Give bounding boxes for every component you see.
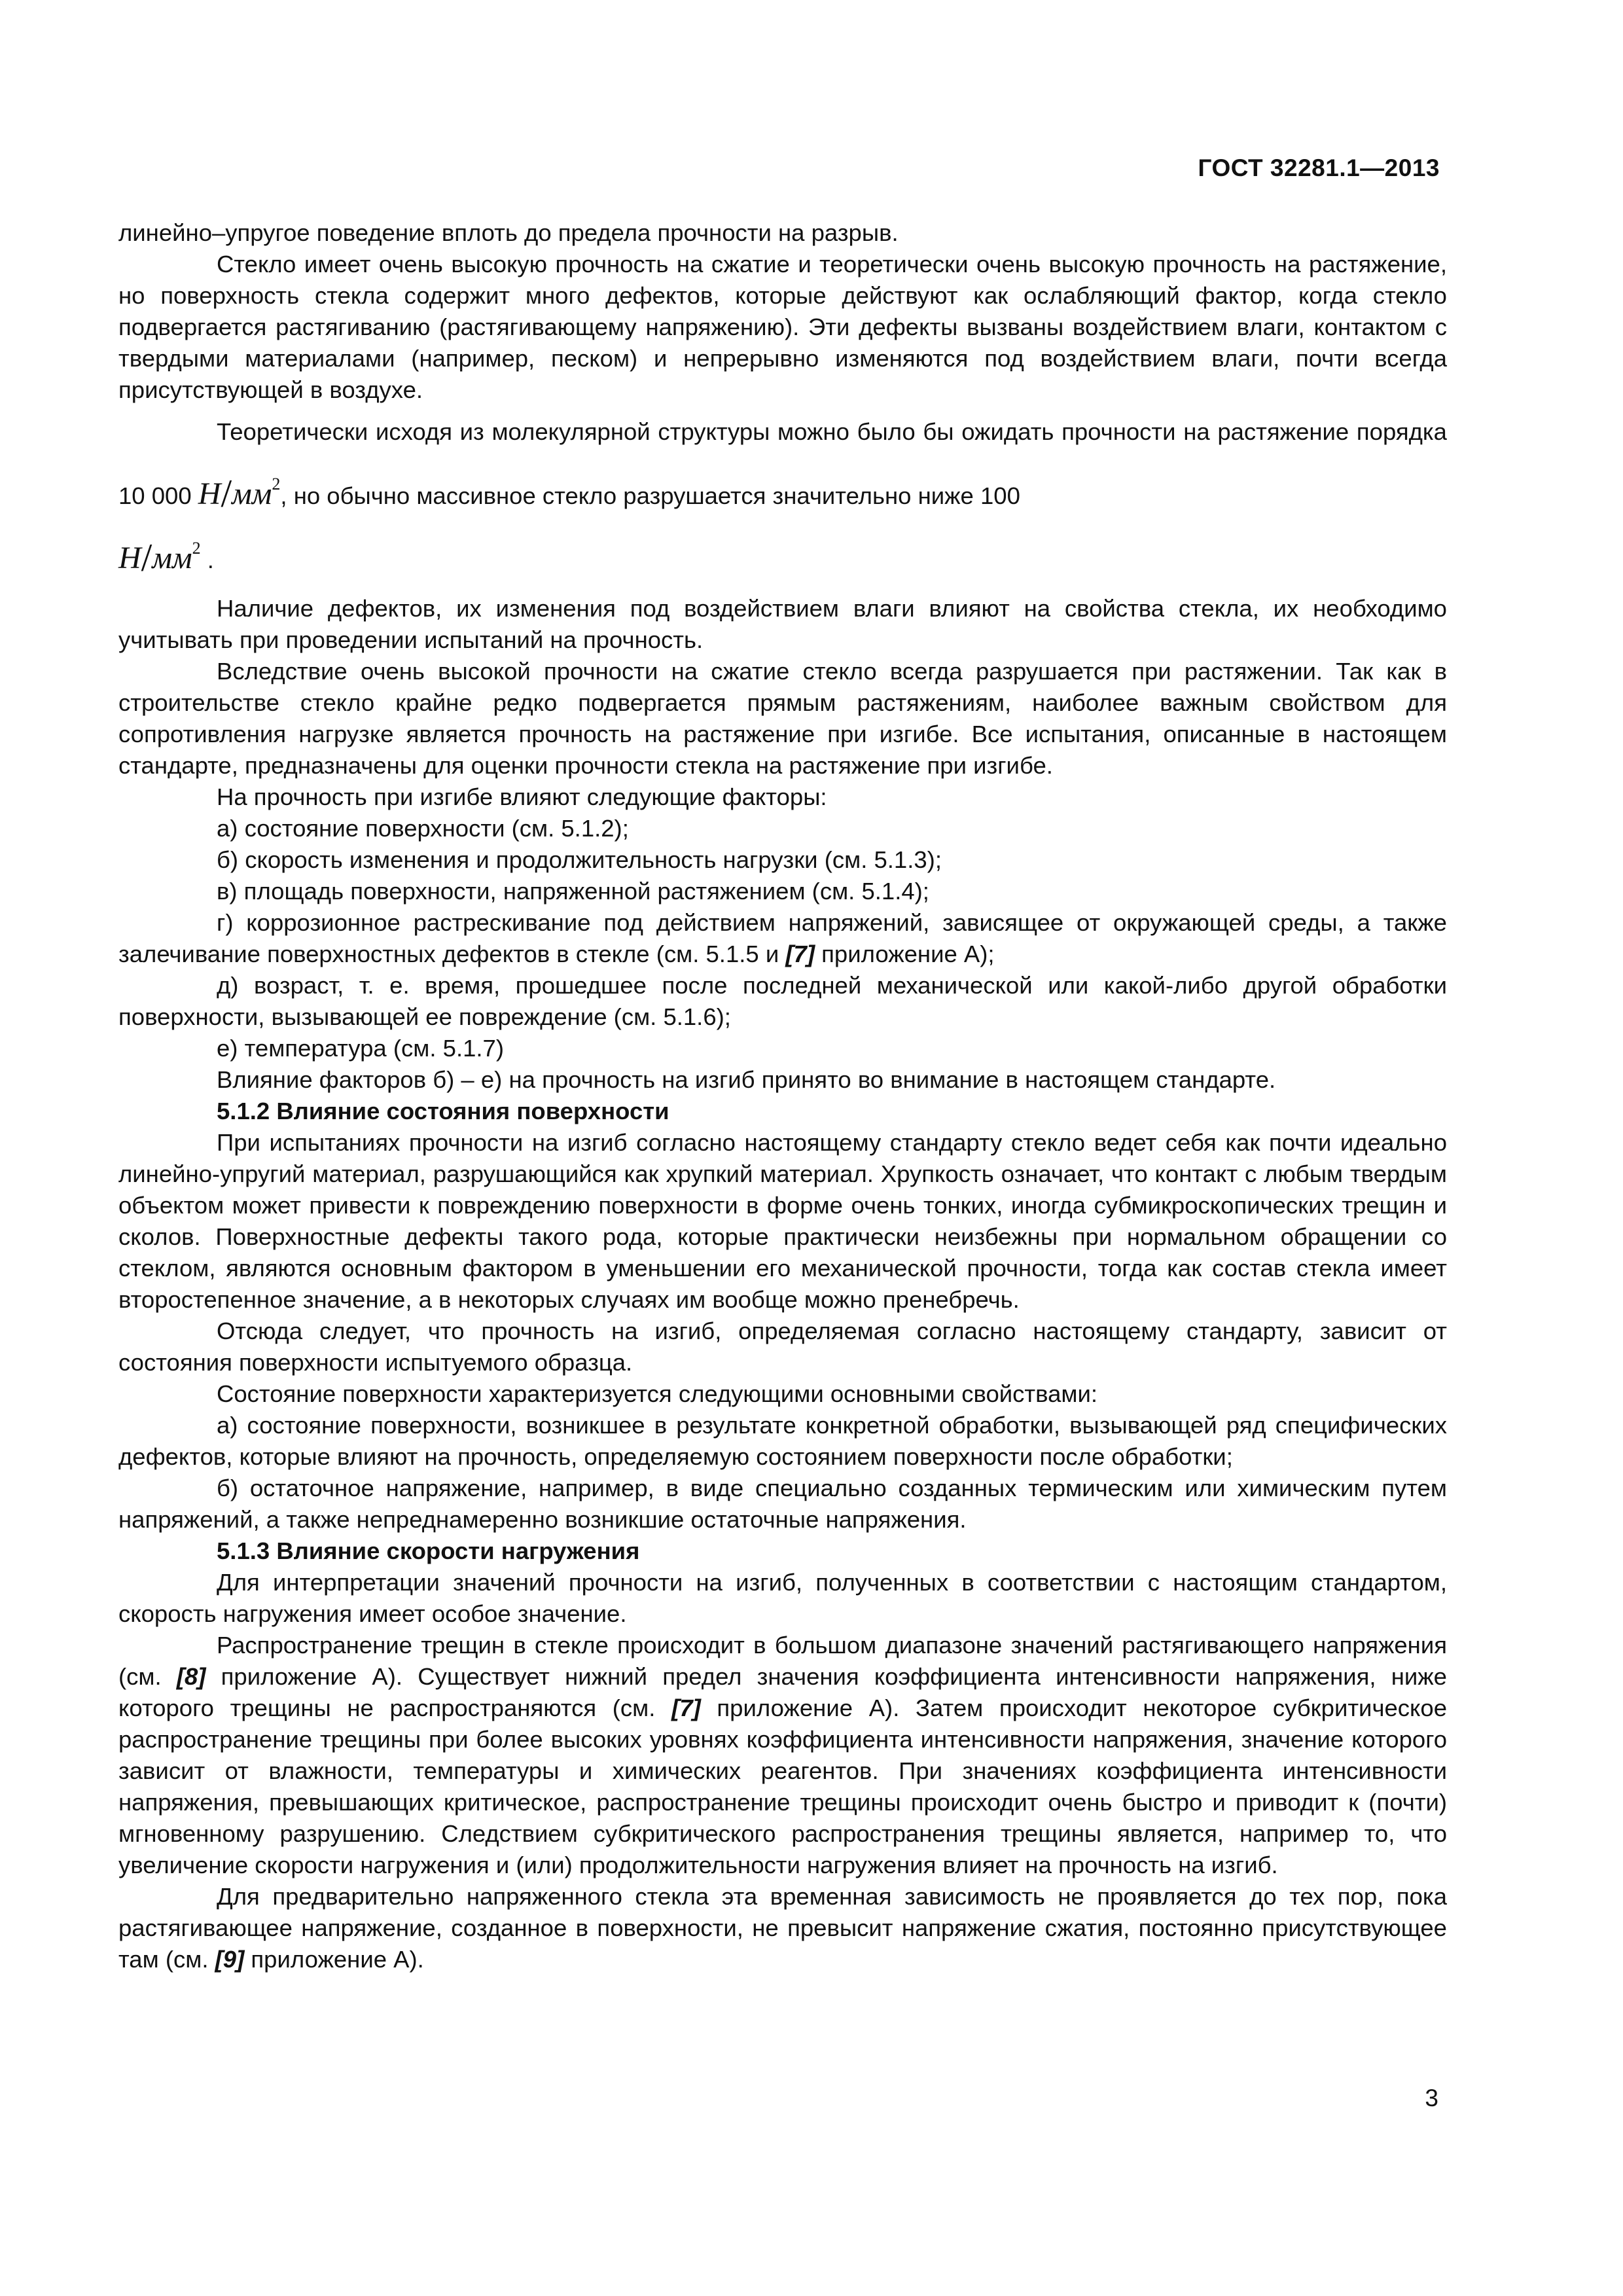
list-item: б) скорость изменения и продолжительность нагрузки (см. 5.1.3); — [217, 846, 942, 873]
formula-unit — [118, 536, 201, 579]
section-heading-5-1-2: 5.1.2 Влияние состояния поверхности — [217, 1098, 669, 1124]
reference: [7] — [671, 1695, 701, 1721]
document-header: ГОСТ 32281.1—2013 — [1198, 154, 1440, 181]
paragraph-factors-note: Влияние факторов б) – е) на прочность на изгиб принято во внимание в настоящем стандарте. — [217, 1066, 1276, 1093]
paragraph-text: Для предварительно напряженного стекла эта временная зависимость не проявляется до тех пор, пока растягивающее напряжение, созданное в поверхности, не превысит напряжение сжатия, постоянно присутствующее там (см. — [118, 1883, 1447, 1973]
unit-exponent: 2 — [192, 539, 201, 558]
paragraph-text: Распространение трещин в стекле происходит в большом диапазоне значений растягивающего напряжения (см. — [118, 1632, 1447, 1690]
unit-denominator: мм — [152, 541, 192, 575]
list-item: а) состояние поверхности, возникшее в результате конкретной обработки, вызывающей ряд специфических дефектов, которые влияют на прочность, определяемую состоянием поверхности после обработки; — [118, 1412, 1447, 1470]
unit-exponent: 2 — [272, 475, 281, 493]
paragraph-text: Теоретически исходя из молекулярной структуры можно было бы ожидать прочности на растяжение порядка 10 000 — [118, 418, 1447, 509]
list-item: е) температура (см. 5.1.7) — [217, 1035, 504, 1062]
list-text: приложение А); — [821, 941, 995, 967]
reference: [8] — [176, 1663, 206, 1690]
reference: [9] — [215, 1946, 245, 1973]
paragraph-text: приложение А). Существует нижний предел значения коэффициента интенсивности напряжения, ниже которого трещины не распространяются (см. — [118, 1663, 1447, 1721]
paragraph-crack-growth — [118, 1630, 1447, 1881]
unit-numerator: Н — [198, 476, 221, 511]
unit-denominator: мм — [232, 476, 272, 511]
paragraph-factors-intro: На прочность при изгибе влияют следующие факторы: — [217, 783, 827, 810]
page-number: 3 — [1425, 2085, 1438, 2111]
paragraph-consequence: Отсюда следует, что прочность на изгиб, определяемая согласно настоящему стандарту, зависит от состояния поверхности испытуемого образца. — [118, 1318, 1447, 1376]
unit-slash: / — [141, 536, 152, 579]
paragraph-theoretical-strength — [118, 406, 1447, 586]
section-heading-5-1-3: 5.1.3 Влияние скорости нагружения — [217, 1537, 640, 1564]
formula-unit — [198, 472, 281, 515]
list-item: в) площадь поверхности, напряженной растяжением (см. 5.1.4); — [217, 878, 929, 905]
paragraph-text: . — [207, 547, 214, 573]
paragraph-prestressed — [118, 1881, 1447, 1975]
unit-numerator: Н — [118, 541, 141, 575]
list-text: г) коррозионное растрескивание под действием напряжений, зависящее от окружающей среды, а также залечивание поверхностных дефектов в стекле (см. 5.1.5 и — [118, 909, 1447, 967]
list-item: а) состояние поверхности (см. 5.1.2); — [217, 815, 629, 842]
list-item — [118, 907, 1447, 970]
paragraph-loading-rate: Для интерпретации значений прочности на изгиб, полученных в соответствии с настоящим стандартом, скорость нагружения имеет особое значение. — [118, 1569, 1447, 1627]
paragraph-tension: Вследствие очень высокой прочности на сжатие стекло всегда разрушается при растяжении. Так как в строительстве стекло крайне редко подвергается прямым растяжениям, наиболее важным свойством для сопротивления нагрузке является прочность на растяжение при изгибе. Все испытания, описанные в настоящем стандарте, предназначены для оценки прочности стекла на растяжение при изгибе. — [118, 658, 1447, 779]
reference: [7] — [785, 941, 815, 967]
list-item: д) возраст, т. е. время, прошедшее после последней механической или какой-либо другой обработки поверхности, вызывающей ее повреждение (см. 5.1.6); — [118, 972, 1447, 1030]
list-item: б) остаточное напряжение, например, в виде специально созданных термическим или химическим путем напряжений, а также непреднамеренно возникшие остаточные напряжения. — [118, 1475, 1447, 1533]
paragraph-surface: При испытаниях прочности на изгиб согласно настоящему стандарту стекло ведет себя как почти идеально линейно-упругий материал, разрушающийся как хрупкий материал. Хрупкость означает, что контакт с любым твердым объектом может привести к повреждению поверхности в форме очень тонких, иногда субмикроскопических трещин и сколов. Поверхностные дефекты такого рода, которые практически неизбежны при нормальном обращении со стеклом, являются основным фактором в уменьшении его механической прочности, тогда как состав стекла имеет второстепенное значение, а в некоторых случаях им вообще можно пренебречь. — [118, 1129, 1447, 1313]
paragraph-defects: Наличие дефектов, их изменения под воздействием влаги влияют на свойства стекла, их необходимо учитывать при проведении испытаний на прочность. — [118, 595, 1447, 653]
paragraph-continuation: линейно–упругое поведение вплоть до предела прочности на разрыв. — [118, 219, 899, 246]
paragraph-surface-properties: Состояние поверхности характеризуется следующими основными свойствами: — [217, 1380, 1098, 1407]
unit-slash: / — [221, 472, 232, 515]
document-body — [118, 217, 1447, 1975]
paragraph-text: приложение А). Затем происходит некоторое субкритическое распространение трещины при более высоких уровнях коэффициента интенсивности напряжения, значение которого зависит от влажности, температуры и химических реагентов. При значениях коэффициента интенсивности напряжения, превышающих критическое, распространение трещины происходит очень быстро и приводит к (почти) мгновенному разрушению. Следствием субкритического распространения трещины является, например то, что увеличение скорости нагружения и (или) продолжительности нагружения влияет на прочность на изгиб. — [118, 1695, 1447, 1878]
paragraph-text: приложение А). — [251, 1946, 424, 1973]
paragraph-text: , но обычно массивное стекло разрушается значительно ниже 100 — [280, 482, 1020, 509]
paragraph-glass-strength: Стекло имеет очень высокую прочность на сжатие и теоретически очень высокую прочность на растяжение, но поверхность стекла содержит много дефектов, которые действуют как ослабляющий фактор, когда стекло подвергается растягиванию (растягивающему напряжению). Эти дефекты вызваны воздействием влаги, контактом с твердыми материалами (например, песком) и непрерывно изменяются под воздействием влаги, почти всегда присутствующей в воздухе. — [118, 251, 1447, 403]
